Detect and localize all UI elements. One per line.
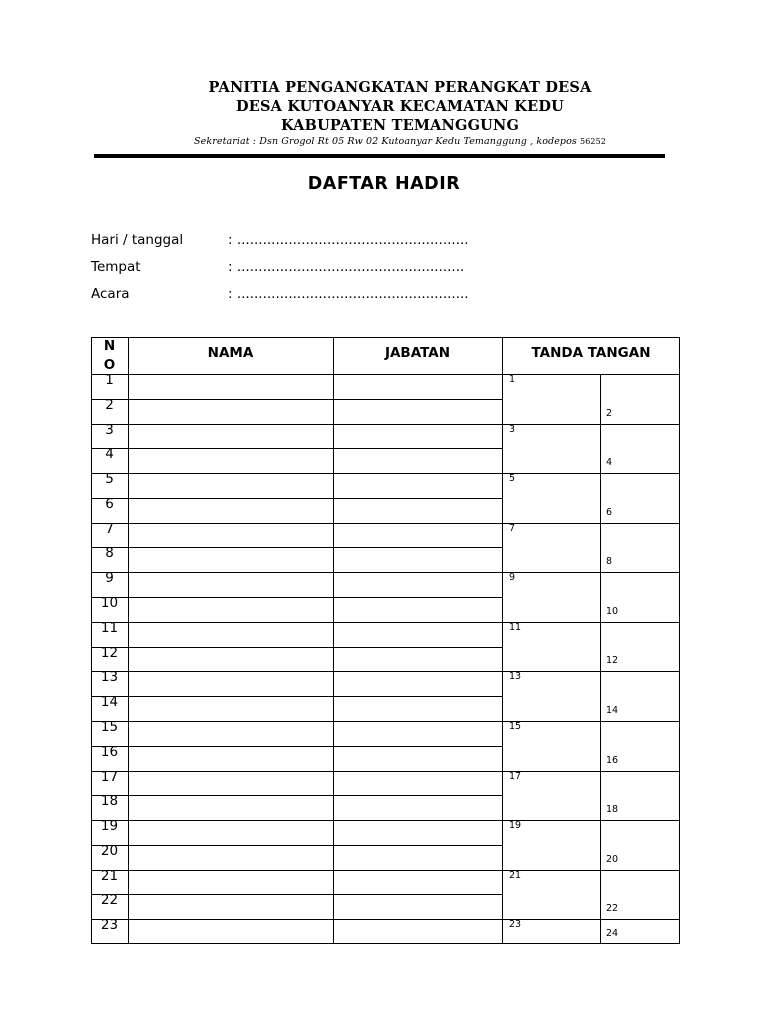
signature-number: 23: [509, 919, 522, 930]
postal-code: 56252: [580, 137, 606, 146]
info-value: : .....................................................: [228, 259, 465, 275]
row-number: 2: [105, 397, 114, 413]
row-number: 1: [105, 372, 114, 388]
header-nama: NAMA: [207, 345, 254, 361]
row-divider: [91, 671, 680, 672]
row-number: 14: [100, 694, 119, 710]
row-number: 5: [105, 471, 114, 487]
row-number: 4: [105, 446, 114, 462]
secretariat-address: [0, 136, 768, 147]
row-number: 3: [105, 422, 114, 438]
signature-number: 1: [509, 374, 516, 385]
signature-number: 9: [509, 572, 516, 583]
signature-number: 11: [509, 622, 522, 633]
row-number: 15: [100, 719, 119, 735]
row-divider: [91, 448, 502, 449]
row-divider: [91, 597, 502, 598]
info-value: : ......................................................: [228, 232, 469, 248]
row-number: 9: [105, 570, 114, 586]
signature-number: 18: [606, 804, 619, 815]
row-divider: [91, 845, 502, 846]
row-divider: [91, 746, 502, 747]
row-number: 8: [105, 545, 114, 561]
signature-number: 4: [606, 457, 613, 468]
signature-number: 6: [606, 507, 613, 518]
signature-number: 3: [509, 424, 516, 435]
row-divider: [91, 473, 680, 474]
header-no-o: O: [103, 357, 116, 373]
row-divider: [91, 622, 680, 623]
signature-number: 10: [606, 606, 619, 617]
row-divider: [91, 820, 680, 821]
row-divider: [91, 399, 502, 400]
signature-number: 12: [606, 655, 619, 666]
village-name: DESA KUTOANYAR KECAMATAN KEDU: [235, 98, 564, 115]
row-divider: [91, 894, 502, 895]
row-divider: [91, 498, 502, 499]
header-jabatan: JABATAN: [384, 345, 451, 361]
signature-number: 2: [606, 408, 613, 419]
row-divider: [91, 523, 680, 524]
row-divider: [91, 721, 680, 722]
signature-number: 14: [606, 705, 619, 716]
signature-number: 5: [509, 473, 516, 484]
row-number: 20: [100, 843, 119, 859]
info-label: Tempat: [91, 259, 141, 275]
signature-number: 17: [509, 771, 522, 782]
row-number: 16: [100, 744, 119, 760]
committee-name: PANITIA PENGANGKATAN PERANGKAT DESA: [208, 79, 592, 96]
row-number: 12: [100, 645, 119, 661]
row-divider: [91, 547, 502, 548]
letterhead: [0, 78, 768, 147]
page-title: DAFTAR HADIR: [307, 174, 461, 194]
signature-number: 8: [606, 556, 613, 567]
signature-number: 22: [606, 903, 619, 914]
row-number: 11: [100, 620, 119, 636]
signature-number: 19: [509, 820, 522, 831]
signature-number: 15: [509, 721, 522, 732]
row-number: 13: [100, 669, 119, 685]
column-divider: [333, 337, 334, 944]
secretariat-text: Sekretariat : Dsn Grogol Rt 05 Rw 02 Kutoanyar Kedu Temanggung , kodepos: [194, 136, 577, 147]
row-divider: [91, 795, 502, 796]
row-number: 6: [105, 496, 114, 512]
signature-number: 20: [606, 854, 619, 865]
row-divider: [91, 572, 680, 573]
regency-name: KABUPATEN TEMANGGUNG: [280, 117, 520, 134]
row-divider: [91, 696, 502, 697]
header-divider: [91, 374, 680, 375]
row-number: 10: [100, 595, 119, 611]
header-divider: [94, 154, 665, 158]
row-divider: [91, 424, 680, 425]
info-label: Hari / tanggal: [91, 232, 184, 248]
row-number: 23: [100, 917, 119, 933]
row-divider: [91, 870, 680, 871]
attendance-table: [91, 337, 680, 944]
column-divider: [502, 337, 503, 944]
signature-divider: [600, 374, 601, 944]
row-number: 7: [105, 521, 114, 537]
row-divider: [91, 771, 680, 772]
row-number: 19: [100, 818, 119, 834]
row-number: 18: [100, 793, 119, 809]
signature-number: 24: [606, 928, 619, 939]
table-border-top: [91, 337, 680, 338]
row-number: 17: [100, 769, 119, 785]
header-no-n: N: [103, 338, 116, 354]
row-divider: [91, 647, 502, 648]
column-divider: [128, 337, 129, 944]
row-number: 22: [100, 892, 119, 908]
info-label: Acara: [91, 286, 130, 302]
signature-number: 21: [509, 870, 522, 881]
signature-number: 7: [509, 523, 516, 534]
signature-number: 16: [606, 755, 619, 766]
table-border-bottom: [91, 943, 680, 944]
header-tanda-tangan: TANDA TANGAN: [531, 345, 651, 361]
info-value: : ......................................................: [228, 286, 469, 302]
row-number: 21: [100, 868, 119, 884]
header-no: [91, 337, 128, 375]
table-border-right: [679, 337, 680, 944]
row-divider: [91, 919, 680, 920]
signature-number: 13: [509, 671, 522, 682]
